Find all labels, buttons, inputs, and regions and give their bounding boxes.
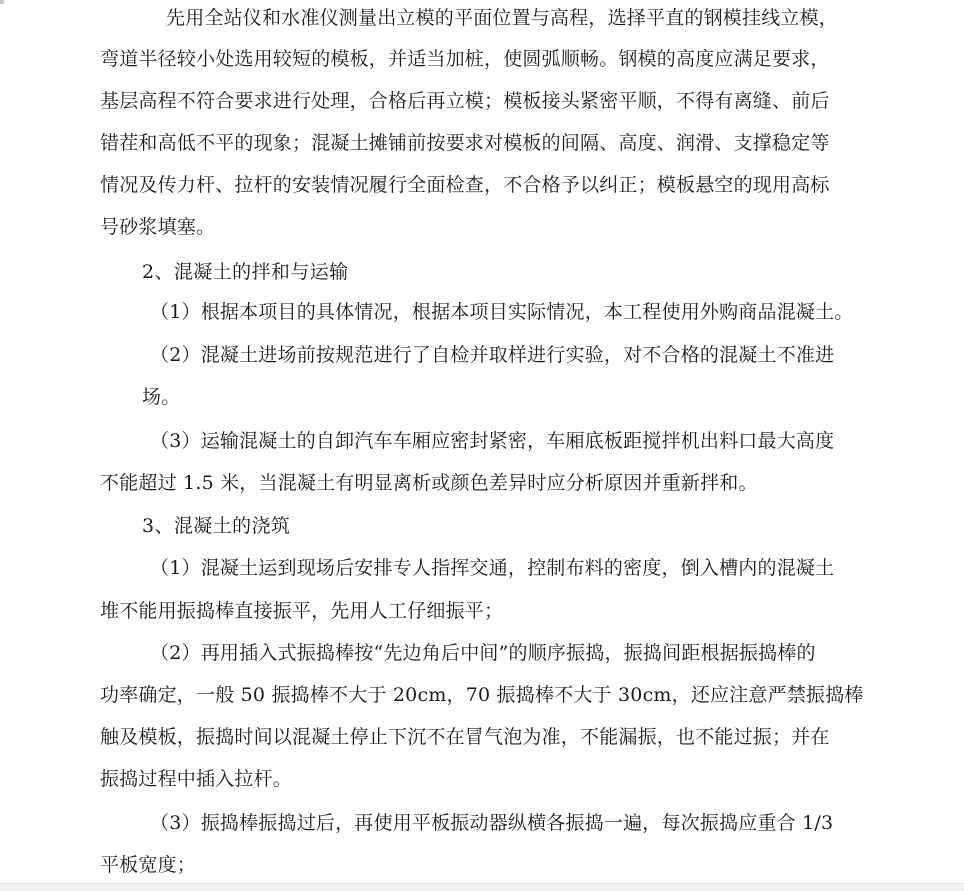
list-item-line: 振捣过程中插入拉杆。 [100,768,293,790]
list-item-line: 场。 [142,386,181,408]
section-heading: 3、混凝土的浇筑 [142,515,291,537]
list-item-line: （1）根据本项目的具体情况，根据本项目实际情况，本工程使用外购商品混凝土。 [150,301,854,323]
paragraph-line: 先用全站仪和水准仪测量出立模的平面位置与高程，选择平直的钢模挂线立模， [166,7,839,29]
bottom-border-strip [0,883,964,891]
paragraph-line: 错茬和高低不平的现象；混凝土摊铺前按要求对模板的间隔、高度、润滑、支撑稳定等 [100,132,830,154]
paragraph-line: 弯道半径较小处选用较短的模板，并适当加桩，使圆弧顺畅。钢模的高度应满足要求， [100,48,830,70]
list-item-line: 平板宽度； [100,854,197,876]
corner-marker [0,0,4,4]
list-item-line: （3）振捣棒振捣过后，再使用平板振动器纵横各振捣一遍，每次振捣应重合 1/3 [150,812,834,834]
paragraph-line: 情况及传力杆、拉杆的安装情况履行全面检查，不合格予以纠正；模板悬空的现用高标 [100,174,830,196]
list-item-line: 不能超过 1.5 米，当混凝土有明显离析或颜色差异时应分析原因并重新拌和。 [100,472,758,494]
list-item-line: 堆不能用振捣棒直接振平，先用人工仔细振平； [100,600,504,622]
list-item-line: 功率确定，一般 50 振捣棒不大于 20cm，70 振捣棒不大于 30cm，还应注意严禁振捣棒 [100,684,864,706]
list-item-line: （2）再用插入式振捣棒按“先边角后中间”的顺序振捣，振捣间距根据振捣棒的 [150,642,816,664]
list-item-line: 触及模板，振捣时间以混凝土停止下沉不在冒气泡为准，不能漏振，也不能过振；并在 [100,726,830,748]
list-item-line: （1）混凝土运到现场后安排专人指挥交通，控制布料的密度，倒入槽内的混凝土 [150,557,835,579]
paragraph-line: 号砂浆填塞。 [100,216,216,238]
list-item-line: （3）运输混凝土的自卸汽车车厢应密封紧密，车厢底板距搅拌机出料口最大高度 [150,430,835,452]
section-heading: 2、混凝土的拌和与运输 [142,261,349,283]
list-item-line: （2）混凝土进场前按规范进行了自检并取样进行实验，对不合格的混凝土不准进 [150,344,835,366]
paragraph-line: 基层高程不符合要求进行处理，合格后再立模；模板接头紧密平顺，不得有离缝、前后 [100,90,830,112]
